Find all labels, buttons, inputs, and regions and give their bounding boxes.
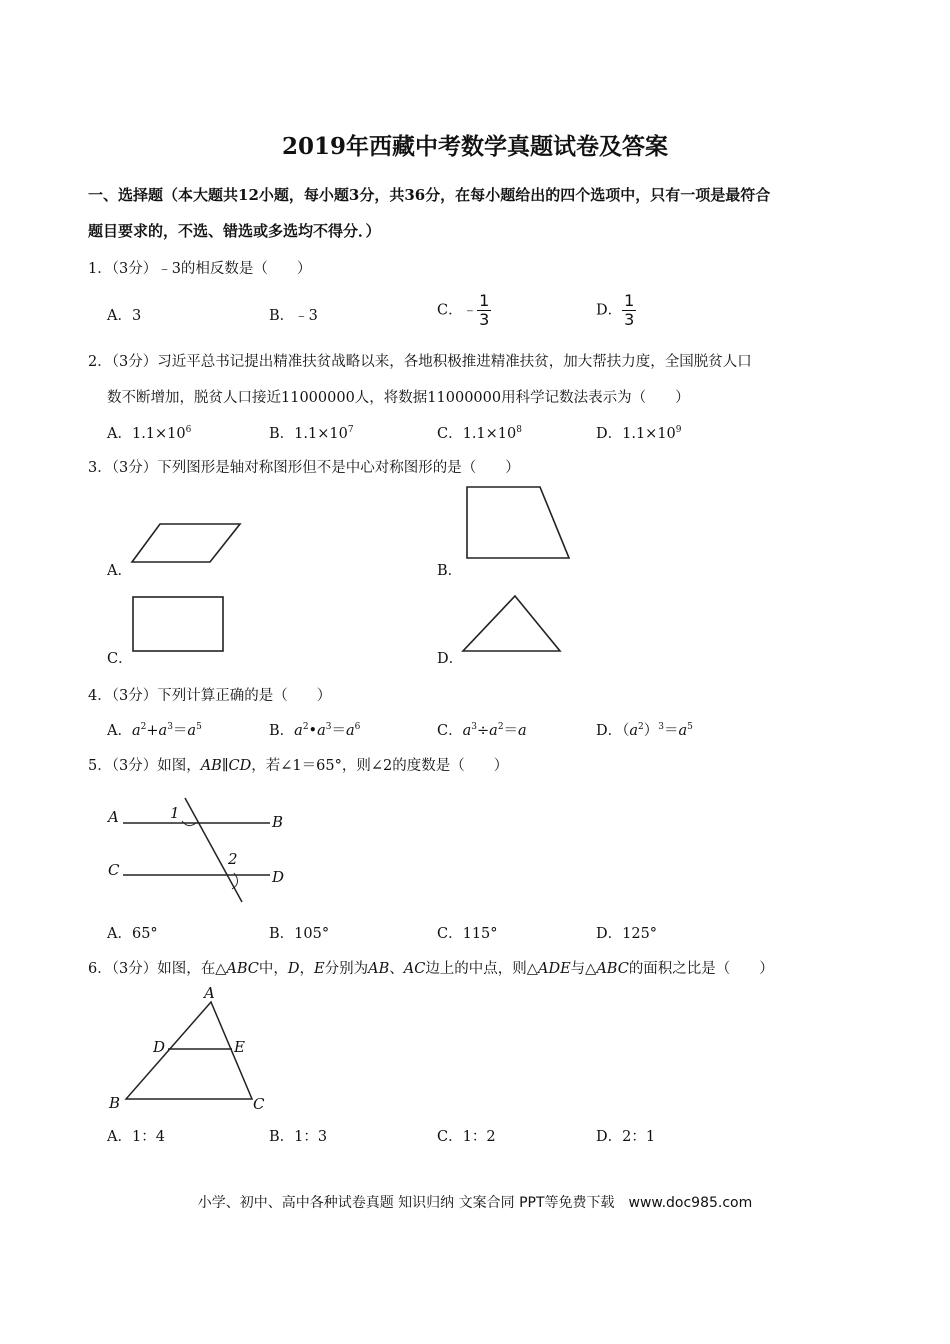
q1-c-sign: ﹣ [462, 302, 478, 319]
q2-d-base: D．1.1×10 [596, 426, 676, 442]
q5-option-b: B．105° [269, 926, 330, 942]
question-5-stem [88, 754, 508, 775]
q1-d-numerator: 1 [624, 291, 635, 310]
label-d: D [153, 1038, 166, 1056]
q4-a-exp1: 2 [140, 722, 147, 732]
q3-triangle-figure [460, 592, 564, 656]
q3-rectangle-figure [130, 594, 226, 654]
q4-a-var3: a [187, 723, 197, 739]
q4-b-op: • [308, 723, 318, 739]
q1-c-denominator: 3 [479, 310, 490, 329]
q2-option-d [596, 422, 682, 443]
q2-c-exp: 8 [516, 425, 522, 435]
q2-option-c [437, 422, 522, 443]
label-angle-1: 1 [170, 804, 180, 822]
q4-b-var: a [294, 723, 303, 739]
question-2-line2: 数不断增加，脱贫人口接近11000000人，将数据11000000用科学记数法表示为（ ） [107, 390, 690, 406]
label-e: E [234, 1038, 245, 1056]
q3-option-d-label: D． [437, 651, 464, 667]
q4-a-exp2: 3 [167, 722, 173, 732]
q4-d-eq: ＝ [664, 723, 679, 739]
q5-stem-pre: 5．（3分）如图， [88, 758, 201, 774]
q6-stem-d: D [287, 961, 300, 977]
q4-c-var3: a [518, 723, 527, 739]
q6-option-a: A．1：4 [107, 1129, 165, 1145]
q4-option-b [269, 719, 360, 740]
q5-stem-cd: CD [228, 758, 252, 774]
right-trapezoid-shape [467, 487, 569, 558]
q4-a-var: a [131, 723, 141, 739]
q6-stem-ac: AC [403, 961, 426, 977]
q6-stem-p8: 的面积之比是（ ） [628, 961, 774, 977]
q6-stem-p5: 、 [389, 961, 404, 977]
page-title: 2019年西藏中考数学真题试卷及答案 [281, 133, 668, 160]
q6-stem-p6: 边上的中点，则△ [425, 961, 538, 977]
q5-option-d: D．125° [596, 926, 658, 942]
q3-trapezoid-figure [462, 484, 574, 562]
q4-a-exp3: 5 [196, 722, 202, 732]
rectangle-shape [133, 597, 223, 651]
q1-c-prefix: C． [437, 302, 463, 319]
q4-c-op: ÷ [477, 723, 490, 739]
section-heading-line2: 题目要求的，不选、错选或多选均不得分．） [88, 222, 381, 240]
q3-option-c-label: C． [107, 651, 133, 667]
q1-d-denominator: 3 [624, 310, 635, 329]
q4-b-exp1: 2 [302, 722, 309, 732]
isosceles-triangle-shape [463, 596, 560, 651]
q6-stem-p3: ， [299, 961, 314, 977]
q6-stem-p4: 分别为 [324, 961, 369, 977]
q6-option-d: D．2：1 [596, 1129, 656, 1145]
q4-c-exp1: 3 [471, 722, 477, 732]
q5-stem-ab: AB [200, 758, 222, 774]
q3-option-a-label: A． [107, 563, 132, 579]
q4-d-var: a [629, 723, 639, 739]
q4-option-c [437, 719, 527, 740]
q6-stem-e: E [314, 961, 325, 977]
label-a: A [108, 808, 119, 826]
q5-option-c: C．115° [437, 926, 498, 942]
label-c: C [253, 1095, 265, 1113]
parallelogram-shape [132, 524, 240, 562]
q4-b-var2: a [317, 723, 326, 739]
q4-b-prefix: B． [269, 723, 295, 739]
q1-option-c [437, 292, 491, 329]
q4-c-exp2: 2 [497, 722, 504, 732]
q3-parallelogram-figure [130, 520, 245, 566]
q4-b-var3: a [346, 723, 355, 739]
q4-c-eq: ＝ [503, 723, 519, 739]
q4-c-prefix: C． [437, 723, 463, 739]
question-6-stem [88, 957, 774, 978]
q4-d-exp1: 2 [638, 722, 644, 732]
q4-a-prefix: A． [107, 723, 132, 739]
q2-option-b [269, 422, 354, 443]
q2-option-a [107, 422, 191, 443]
q6-stem-ab: AB [368, 961, 390, 977]
q1-c-fraction [477, 292, 491, 329]
q4-c-var2: a [489, 723, 498, 739]
label-a: A [204, 984, 215, 1002]
label-c: C [108, 861, 120, 879]
q6-stem-p1: 6．（3分）如图，在△ [88, 961, 227, 977]
question-2-line1: 2．（3分）习近平总书记提出精准扶贫战略以来，各地积极推进精准扶贫，加大帮扶力度，全国脱贫人口 [88, 354, 752, 370]
question-4-stem: 4．（3分）下列计算正确的是（ ） [88, 688, 332, 704]
q2-c-base: C．1.1×10 [437, 426, 517, 442]
q4-d-paren: ） [643, 723, 659, 739]
q4-a-op: + [146, 723, 159, 739]
q4-c-var: a [462, 723, 472, 739]
q6-option-b: B．1：3 [269, 1129, 328, 1145]
page-footer: 小学、初中、高中各种试卷真题 知识归纳 文案合同 PPT等免费下载 www.doc985.com [197, 1195, 753, 1211]
q4-d-exp3: 5 [687, 722, 693, 732]
q4-b-exp3: 6 [354, 722, 361, 732]
q2-b-base: B．1.1×10 [269, 426, 348, 442]
label-b: B [109, 1094, 121, 1112]
label-d: D [272, 868, 285, 886]
question-3-stem: 3．（3分）下列图形是轴对称图形但不是中心对称图形的是（ ） [88, 460, 520, 476]
q1-d-fraction [622, 292, 636, 329]
q1-c-numerator: 1 [479, 291, 490, 310]
q5-stem-post: ，若∠1＝65°，则∠2的度数是（ ） [251, 758, 509, 774]
q4-option-d [596, 719, 693, 740]
q1-option-a: A．3 [107, 308, 142, 324]
q4-d-prefix: D．（ [596, 723, 630, 739]
q6-stem-p2: 中， [258, 961, 288, 977]
q6-option-c: C．1：2 [437, 1129, 496, 1145]
q2-b-exp: 7 [347, 425, 354, 435]
label-angle-2: 2 [228, 850, 238, 868]
q4-d-exp2: 3 [658, 722, 665, 732]
q4-d-var3: a [678, 723, 688, 739]
q5-parallel-lines-figure [100, 795, 300, 907]
q4-b-exp2: 3 [325, 722, 332, 732]
label-b: B [272, 813, 284, 831]
q6-stem-ade: ADE [537, 961, 571, 977]
q6-stem-abc1: ABC [226, 961, 259, 977]
q2-d-exp: 9 [675, 425, 682, 435]
q4-a-var2: a [158, 723, 168, 739]
q2-a-base: A．1.1×10 [107, 426, 186, 442]
q1-d-prefix: D． [596, 302, 623, 319]
q2-a-exp: 6 [185, 425, 192, 435]
q5-option-a: A．65° [107, 926, 158, 942]
q1-option-d [596, 292, 636, 329]
q1-option-b: B．﹣3 [269, 308, 318, 324]
q4-a-eq: ＝ [172, 723, 188, 739]
q6-triangle-figure [100, 985, 280, 1113]
section-heading-line1: 一、选择题（本大题共12小题，每小题3分，共36分，在每小题给出的四个选项中，只有一项是最符合 [88, 186, 771, 204]
q6-stem-p7: 与△ [570, 961, 597, 977]
q5-stem-parallel: ∥ [221, 758, 229, 774]
q4-option-a [107, 719, 202, 740]
question-1-stem: 1．（3分）﹣3的相反数是（ ） [88, 261, 312, 277]
q3-option-b-label: B． [437, 563, 463, 579]
q6-stem-abc2: ABC [596, 961, 629, 977]
q4-b-eq: ＝ [331, 723, 346, 739]
